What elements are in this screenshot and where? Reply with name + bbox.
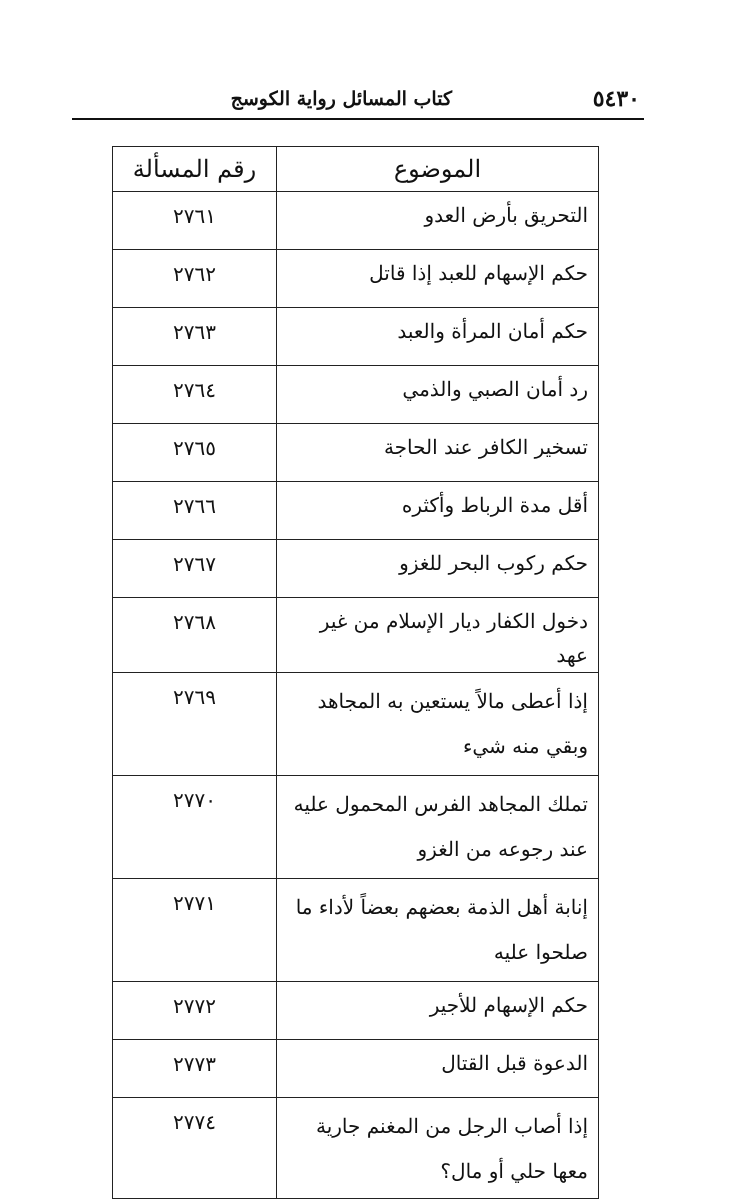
issue-number-cell: ٢٧٧٤ [113, 1098, 277, 1199]
table-row [113, 540, 599, 598]
issue-number-cell: ٢٧٦١ [113, 192, 277, 250]
topic-column-header: الموضوع [277, 147, 599, 192]
table-row [113, 250, 599, 308]
issue-number-cell: ٢٧٦٨ [113, 598, 277, 673]
issue-number-cell: ٢٧٧٠ [113, 776, 277, 879]
topic-cell: رد أمان الصبي والذمي [277, 366, 599, 424]
table-row [113, 1098, 599, 1199]
topic-cell: دخول الكفار ديار الإسلام من غير عهد [277, 598, 599, 673]
topic-cell: التحريق بأرض العدو [277, 192, 599, 250]
issue-number-cell: ٢٧٦٢ [113, 250, 277, 308]
table-row [113, 1040, 599, 1098]
topic-cell: الدعوة قبل القتال [277, 1040, 599, 1098]
table-row [113, 673, 599, 776]
issue-number-cell: ٢٧٦٧ [113, 540, 277, 598]
table-row [113, 879, 599, 982]
topic-cell: حكم الإسهام للعبد إذا قاتل [277, 250, 599, 308]
issue-number-cell: ٢٧٦٩ [113, 673, 277, 776]
issue-number-cell: ٢٧٦٥ [113, 424, 277, 482]
table-row [113, 482, 599, 540]
topic-cell: إذا أصاب الرجل من المغنم جارية معها حلي أو مال؟ [277, 1098, 599, 1199]
topic-cell: تسخير الكافر عند الحاجة [277, 424, 599, 482]
book-title: كتاب المسائل رواية الكوسج [230, 88, 452, 110]
number-column-header: رقم المسألة [113, 147, 277, 192]
topic-cell: إنابة أهل الذمة بعضهم بعضاً لأداء ما صلحوا عليه [277, 879, 599, 982]
issue-number-cell: ٢٧٦٦ [113, 482, 277, 540]
table-row [113, 982, 599, 1040]
issue-number-cell: ٢٧٧٣ [113, 1040, 277, 1098]
table-row [113, 598, 599, 673]
topic-cell: أقل مدة الرباط وأكثره [277, 482, 599, 540]
table-row [113, 192, 599, 250]
issue-number-cell: ٢٧٦٤ [113, 366, 277, 424]
issues-index-table [112, 146, 599, 1199]
table-row [113, 776, 599, 879]
page-header [72, 80, 644, 120]
issue-number-cell: ٢٧٧٢ [113, 982, 277, 1040]
topic-cell: حكم الإسهام للأجير [277, 982, 599, 1040]
issue-number-cell: ٢٧٧١ [113, 879, 277, 982]
table-row [113, 308, 599, 366]
topic-cell: إذا أعطى مالاً يستعين به المجاهد وبقي منه شيء [277, 673, 599, 776]
topic-cell: حكم أمان المرأة والعبد [277, 308, 599, 366]
topic-cell: حكم ركوب البحر للغزو [277, 540, 599, 598]
table-row [113, 366, 599, 424]
table-header-row [113, 147, 599, 192]
topic-cell: تملك المجاهد الفرس المحمول عليه عند رجوعه من الغزو [277, 776, 599, 879]
page-number: ٥٤٣٠ [592, 86, 640, 112]
table-row [113, 424, 599, 482]
issue-number-cell: ٢٧٦٣ [113, 308, 277, 366]
